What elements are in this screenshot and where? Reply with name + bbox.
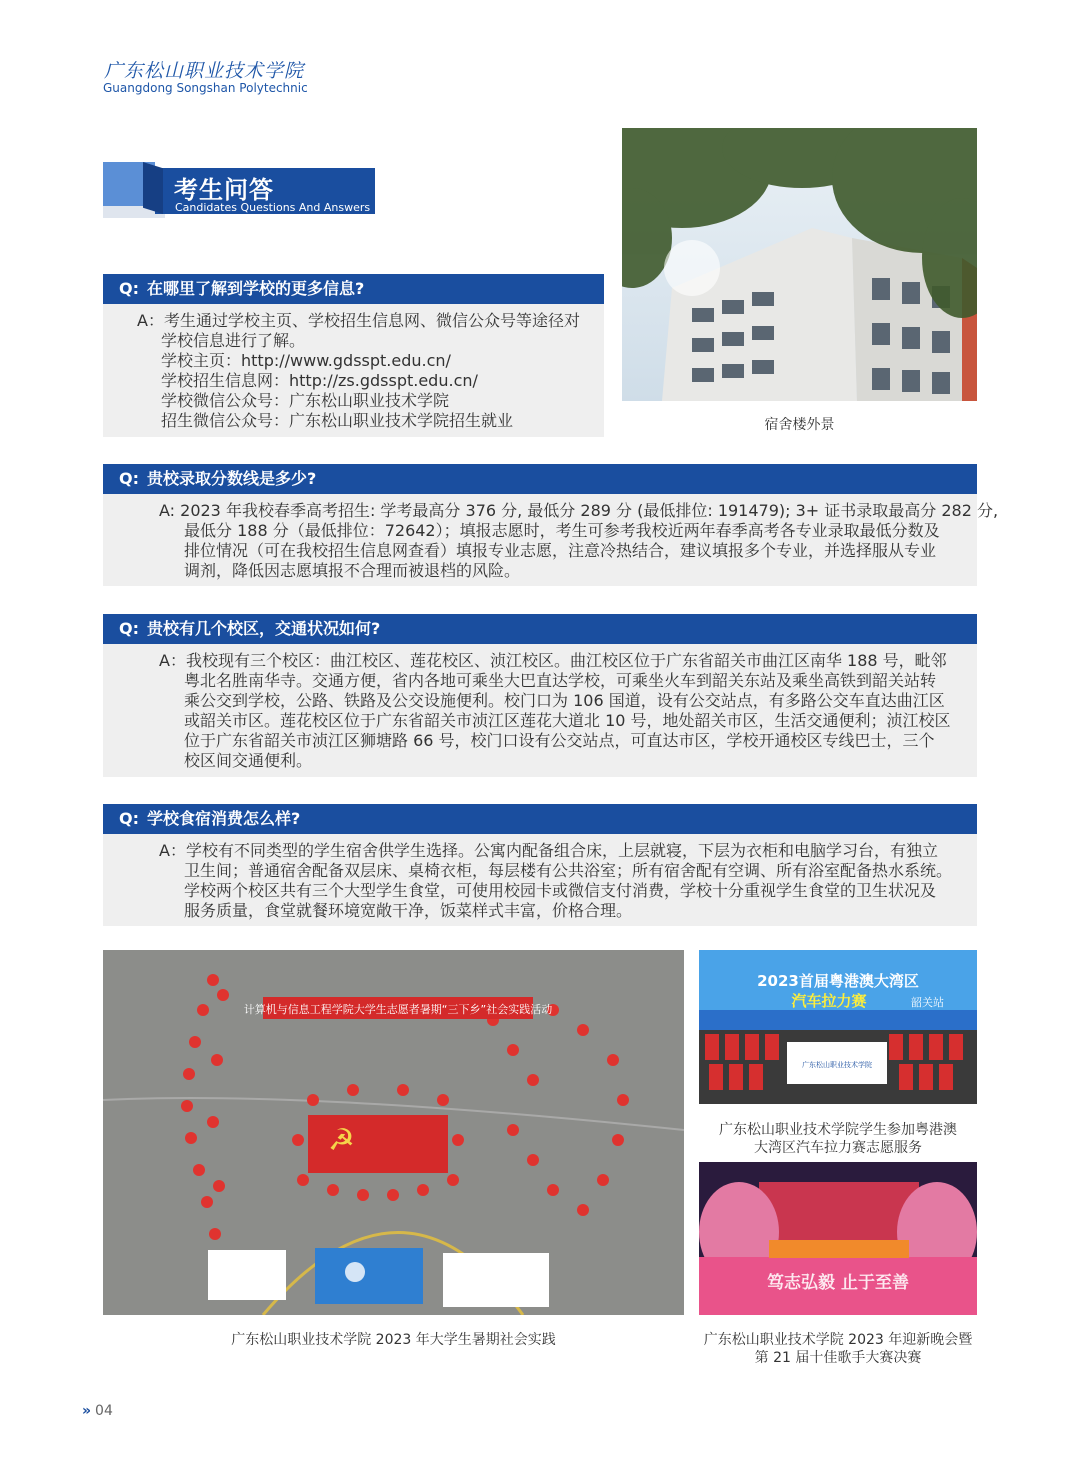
question-bar-3: [103, 614, 977, 644]
double-chevron-icon: »: [82, 1403, 92, 1419]
school-logo-chinese: 广东松山职业技术学院: [104, 60, 305, 82]
question-bar-4: [103, 804, 977, 834]
question-prefix: Q:: [119, 469, 139, 488]
rally-banner-subtitle: 汽车拉力赛: [791, 992, 867, 1010]
welcome-gala-photo: [699, 1162, 977, 1315]
rally-banner-title: 2023首届粤港澳大湾区: [757, 972, 919, 990]
gala-slogan: 笃志弘毅 止于至善: [767, 1273, 909, 1293]
question-bar-2: [103, 464, 977, 494]
question-prefix: Q:: [119, 619, 139, 638]
answer-box-1: [103, 304, 604, 437]
rally-caption-line-1: 广东松山职业技术学院学生参加粤港澳: [719, 1122, 957, 1138]
rally-volunteer-photo: [699, 950, 977, 1104]
answer-line: 学校信息进行了解。: [161, 331, 306, 350]
answer-line: 服务质量，食堂就餐环境宽敞干净，饭菜样式丰富，价格合理。: [184, 901, 633, 920]
social-practice-caption: 广东松山职业技术学院 2023 年大学生暑期社会实践: [231, 1332, 556, 1348]
question-text: 学校食宿消费怎么样?: [147, 809, 301, 828]
answer-line: 或韶关市区。莲花校区位于广东省韶关市浈江区莲花大道北 10 号，地处韶关市区，生活交通便利；浈江校区: [184, 711, 951, 730]
answer-line: 卫生间；普通宿舍配备双层床、桌椅衣柜，每层楼有公共浴室；所有宿舍配有空调、所有浴室配备热水系统。: [184, 861, 953, 880]
answer-line: 学校微信公众号：广东松山职业技术学院: [161, 391, 450, 410]
answer-line: 校区间交通便利。: [184, 751, 313, 770]
rally-caption-line-2: 大湾区汽车拉力赛志愿服务: [754, 1140, 922, 1156]
gala-caption-line-1: 广东松山职业技术学院 2023 年迎新晚会暨: [703, 1332, 973, 1348]
school-logo-english: Guangdong Songshan Polytechnic: [103, 81, 308, 95]
answer-line: 学校招生信息网：http://zs.gdsspt.edu.cn/: [161, 371, 478, 390]
practice-banner-text: 计算机与信息工程学院大学生志愿者暑期“三下乡”社会实践活动: [243, 1003, 553, 1016]
rally-flag-text: 广东松山职业技术学院: [802, 1061, 872, 1069]
answer-line: 学校主页：http://www.gdsspt.edu.cn/: [161, 351, 451, 370]
answer-line: A：我校现有三个校区：曲江校区、莲花校区、浈江校区。曲江校区位于广东省韶关市曲江区南华 188 号，毗邻: [159, 651, 947, 670]
page-number: [82, 1403, 113, 1419]
question-prefix: Q:: [119, 809, 139, 828]
section-title: 考生问答: [174, 176, 274, 204]
rally-banner-station: 韶关站: [911, 996, 944, 1009]
answer-box-2: [103, 494, 999, 586]
svg-text:☭: ☭: [328, 1123, 355, 1158]
answer-line: A: 2023 年我校春季高考招生: 学考最高分 376 分, 最低分 289 分 (最低排位: 191479); 3+ 证书录取最高分 282 分,: [159, 501, 999, 520]
gala-caption-line-2: 第 21 届十佳歌手大赛决赛: [754, 1350, 922, 1366]
dorm-building-photo: [622, 128, 977, 401]
question-text: 贵校有几个校区，交通状况如何?: [147, 619, 381, 638]
answer-line: 招生微信公众号：广东松山职业技术学院招生就业: [161, 411, 514, 430]
answer-line: 排位情况（可在我校招生信息网查看）填报专业志愿，注意冷热结合，建议填报多个专业，并选择服从专业: [184, 541, 937, 560]
answer-line: 调剂，降低因志愿填报不合理而被退档的风险。: [184, 561, 521, 580]
question-text: 在哪里了解到学校的更多信息?: [147, 279, 365, 298]
page-number-value: 04: [95, 1403, 113, 1419]
answer-line: A：考生通过学校主页、学校招生信息网、微信公众号等途径对: [137, 311, 580, 330]
section-subtitle: Candidates Questions And Answers: [175, 201, 371, 214]
social-practice-photo: [103, 950, 684, 1315]
question-text: 贵校录取分数线是多少?: [147, 469, 317, 488]
question-bar-1: [103, 274, 604, 304]
answer-line: 粤北名胜南华寺。交通方便，省内各地可乘坐大巴直达学校，可乘坐火车到韶关东站及乘坐高铁到韶关站转: [184, 671, 937, 690]
answer-line: 最低分 188 分（最低排位：72642）；填报志愿时，考生可参考我校近两年春季高考各专业录取最低分数及: [184, 521, 940, 540]
answer-box-3: [103, 644, 977, 777]
answer-line: A：学校有不同类型的学生宿舍供学生选择。公寓内配备组合床，上层就寝，下层为衣柜和电脑学习台，有独立: [159, 841, 938, 860]
answer-box-4: [103, 834, 977, 926]
answer-line: 乘公交到学校，公路、铁路及公交设施便利。校门口为 106 国道，设有公交站点，有多路公交车直达曲江区: [184, 691, 945, 710]
answer-line: 位于广东省韶关市浈江区狮塘路 66 号，校门口设有公交站点，可直达市区，学校开通校区专线巴士，三个: [184, 731, 935, 750]
answer-line: 学校两个校区共有三个大型学生食堂，可使用校园卡或微信支付消费，学校十分重视学生食堂的卫生状况及: [184, 881, 937, 900]
dorm-photo-caption: 宿舍楼外景: [764, 417, 835, 433]
question-prefix: Q:: [119, 279, 139, 298]
